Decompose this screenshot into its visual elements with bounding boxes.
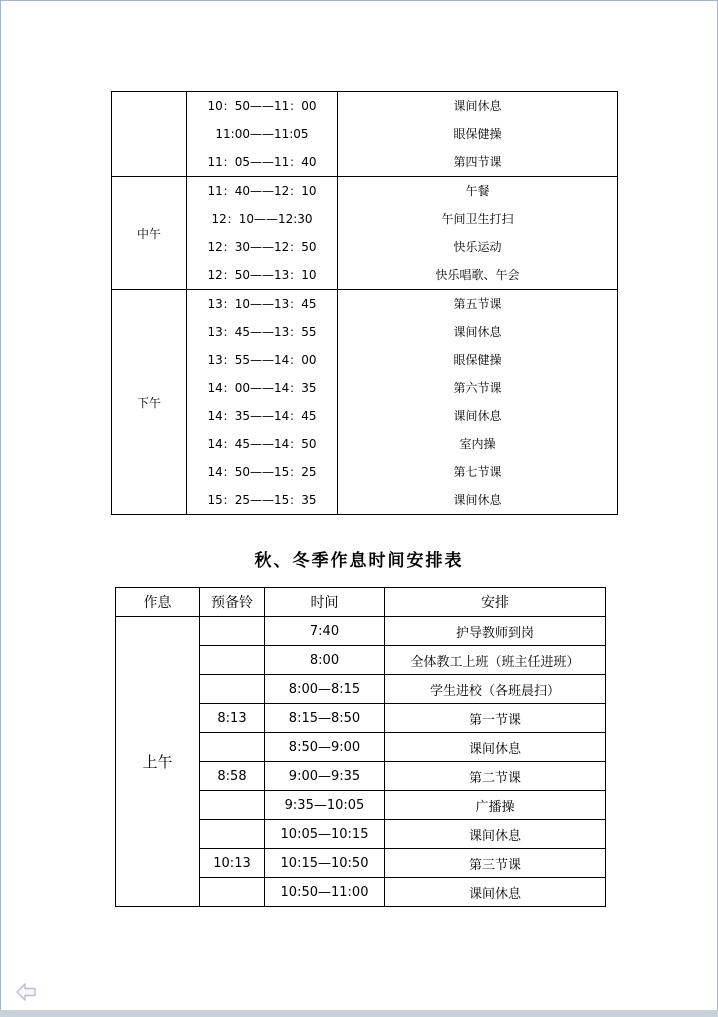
time-cell: 9:00—9:35 — [265, 762, 385, 791]
activity-cell — [338, 290, 618, 515]
time-line: 12：10——12:30 — [211, 212, 313, 226]
activity-line: 第七节课 — [453, 465, 502, 479]
activity-line: 快乐唱歌、午会 — [435, 268, 520, 282]
header-period: 作息 — [116, 588, 200, 617]
activity-line: 第四节课 — [453, 155, 502, 169]
schedule-group — [112, 92, 618, 177]
period-cell: 中午 — [112, 177, 187, 290]
time-cell — [187, 177, 338, 290]
time-line: 11：05——11：40 — [207, 155, 317, 169]
time-cell — [187, 92, 338, 177]
time-cell: 7:40 — [265, 617, 385, 646]
section-title: 秋、冬季作息时间安排表 — [254, 551, 464, 571]
activity-cell: 课间休息 — [385, 733, 606, 762]
time-cell: 8:00 — [265, 646, 385, 675]
activity-line: 课间休息 — [453, 325, 502, 339]
activity-line: 第六节课 — [453, 381, 502, 395]
bell-cell — [200, 733, 265, 762]
activity-cell: 全体教工上班（班主任进班） — [385, 646, 606, 675]
time-line: 13：45——13：55 — [207, 325, 317, 339]
bell-cell — [200, 820, 265, 849]
time-line: 11:00——11:05 — [215, 127, 309, 141]
time-cell: 8:50—9:00 — [265, 733, 385, 762]
activity-line: 快乐运动 — [453, 240, 502, 254]
time-line: 10：50——11：00 — [207, 99, 317, 113]
activity-line: 午间卫生打扫 — [441, 212, 514, 226]
activity-cell: 课间休息 — [385, 878, 606, 907]
activity-cell — [338, 92, 618, 177]
time-line: 12：50——13：10 — [207, 268, 317, 282]
schedule-group — [112, 177, 618, 290]
period-cell: 下午 — [112, 290, 187, 515]
bell-cell — [200, 878, 265, 907]
bell-cell: 8:58 — [200, 762, 265, 791]
activity-cell: 第二节课 — [385, 762, 606, 791]
activity-cell: 第一节课 — [385, 704, 606, 733]
bell-cell — [200, 675, 265, 704]
header-activity: 安排 — [385, 588, 606, 617]
bell-cell: 8:13 — [200, 704, 265, 733]
table-header-row — [116, 588, 606, 617]
time-line: 14：00——14：35 — [207, 381, 317, 395]
header-time: 时间 — [265, 588, 385, 617]
bell-cell — [200, 617, 265, 646]
activity-line: 第五节课 — [453, 297, 502, 311]
activity-line: 眼保健操 — [453, 353, 502, 367]
activity-cell — [338, 177, 618, 290]
time-line: 13：55——14：00 — [207, 353, 317, 367]
activity-cell: 第三节课 — [385, 849, 606, 878]
schedule-group — [112, 290, 618, 515]
activity-line: 室内操 — [459, 437, 496, 451]
period-cell — [112, 92, 187, 177]
time-cell: 8:15—8:50 — [265, 704, 385, 733]
time-line: 12：30——12：50 — [207, 240, 317, 254]
schedule-table-continued — [111, 91, 618, 515]
bell-cell — [200, 791, 265, 820]
bell-cell: 10:13 — [200, 849, 265, 878]
time-cell — [187, 290, 338, 515]
activity-cell: 学生进校（各班晨扫） — [385, 675, 606, 704]
time-line: 14：35——14：45 — [207, 409, 317, 423]
activity-line: 课间休息 — [453, 493, 502, 507]
time-cell: 10:15—10:50 — [265, 849, 385, 878]
activity-cell: 课间休息 — [385, 820, 606, 849]
time-line: 15：25——15：35 — [207, 493, 317, 507]
time-line: 13：10——13：45 — [207, 297, 317, 311]
page-bottom-edge — [0, 1010, 718, 1017]
activity-line: 课间休息 — [453, 99, 502, 113]
time-cell: 9:35—10:05 — [265, 791, 385, 820]
header-bell: 预备铃 — [200, 588, 265, 617]
autumn-winter-schedule-table — [115, 587, 606, 907]
activity-line: 课间休息 — [453, 409, 502, 423]
activity-cell: 广播操 — [385, 791, 606, 820]
activity-cell: 护导教师到岗 — [385, 617, 606, 646]
activity-line: 眼保健操 — [453, 127, 502, 141]
time-line: 14：50——15：25 — [207, 465, 317, 479]
period-cell: 上午 — [116, 617, 200, 907]
activity-line: 午餐 — [465, 184, 490, 198]
time-line: 14：45——14：50 — [207, 437, 317, 451]
time-cell: 8:00—8:15 — [265, 675, 385, 704]
table-row — [116, 617, 606, 646]
time-line: 11：40——12：10 — [207, 184, 317, 198]
time-cell: 10:50—11:00 — [265, 878, 385, 907]
bell-cell — [200, 646, 265, 675]
time-cell: 10:05—10:15 — [265, 820, 385, 849]
back-arrow-icon[interactable] — [14, 980, 38, 1004]
